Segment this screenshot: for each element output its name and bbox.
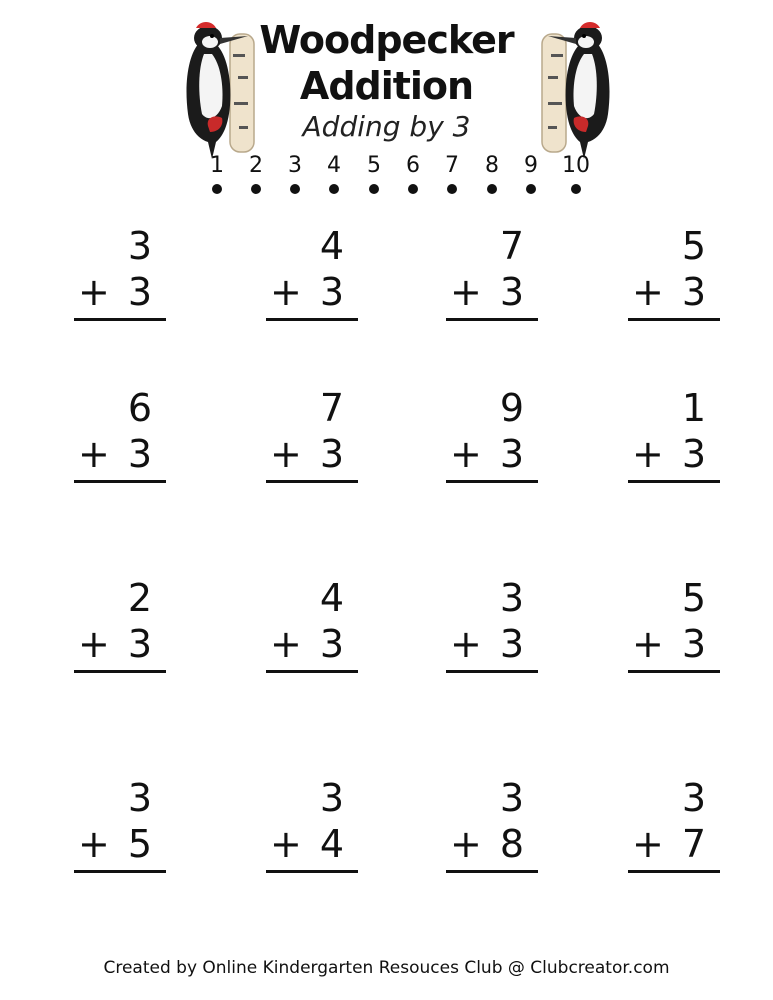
number-line-dot [447, 184, 457, 194]
augend: 3 [127, 776, 152, 820]
plus-sign: + [632, 622, 664, 666]
answer-line [266, 870, 358, 873]
addend: 3 [499, 432, 524, 476]
augend: 4 [319, 224, 344, 268]
addition-problem [74, 224, 174, 324]
addend: 3 [127, 270, 152, 314]
addition-problem [446, 224, 546, 324]
addition-problem [628, 776, 728, 876]
answer-line [628, 670, 720, 673]
answer-line [628, 870, 720, 873]
number-line-label: 7 [445, 153, 459, 178]
augend: 3 [319, 776, 344, 820]
addend: 5 [127, 822, 152, 866]
addition-problem [74, 576, 174, 676]
number-line-item [393, 152, 433, 194]
augend: 2 [127, 576, 152, 620]
addend: 3 [319, 270, 344, 314]
plus-sign: + [632, 270, 664, 314]
number-line-dot [329, 184, 339, 194]
page-subtitle: Adding by 3 [302, 110, 471, 143]
number-line-label: 8 [485, 153, 499, 178]
answer-line [446, 318, 538, 321]
plus-sign: + [270, 432, 302, 476]
addend: 3 [681, 622, 706, 666]
page-title-line2: Addition [299, 64, 474, 108]
augend: 3 [499, 576, 524, 620]
number-line-item [354, 152, 394, 194]
addition-problem [446, 386, 546, 486]
answer-line [74, 870, 166, 873]
plus-sign: + [450, 432, 482, 476]
augend: 9 [499, 386, 524, 430]
plus-sign: + [450, 622, 482, 666]
answer-line [74, 318, 166, 321]
footer-credit: Created by Online Kindergarten Resouces Club @ Clubcreator.com [103, 958, 670, 978]
answer-line [628, 480, 720, 483]
answer-line [446, 480, 538, 483]
addend: 3 [681, 432, 706, 476]
addition-problem [628, 224, 728, 324]
augend: 7 [319, 386, 344, 430]
answer-line [446, 670, 538, 673]
number-line [0, 152, 773, 202]
addition-problem [628, 386, 728, 486]
number-line-dot [369, 184, 379, 194]
addition-problem [266, 576, 366, 676]
addition-problem [446, 776, 546, 876]
answer-line [446, 870, 538, 873]
answer-line [628, 318, 720, 321]
number-line-dot [526, 184, 536, 194]
addend: 3 [499, 622, 524, 666]
number-line-label: 2 [249, 153, 263, 178]
addend: 3 [681, 270, 706, 314]
number-line-label: 3 [288, 153, 302, 178]
augend: 5 [681, 224, 706, 268]
augend: 3 [681, 776, 706, 820]
augend: 6 [127, 386, 152, 430]
number-line-item [236, 152, 276, 194]
number-line-dot [212, 184, 222, 194]
number-line-label: 1 [210, 153, 224, 178]
addition-problem [446, 576, 546, 676]
addend: 3 [127, 432, 152, 476]
augend: 3 [127, 224, 152, 268]
answer-line [266, 318, 358, 321]
addition-problem [266, 224, 366, 324]
number-line-dot [290, 184, 300, 194]
plus-sign: + [78, 622, 110, 666]
plus-sign: + [78, 822, 110, 866]
addend: 4 [319, 822, 344, 866]
number-line-label: 5 [367, 153, 381, 178]
number-line-item [314, 152, 354, 194]
number-line-label: 10 [562, 153, 590, 178]
number-line-dot [251, 184, 261, 194]
answer-line [74, 670, 166, 673]
addition-problem [628, 576, 728, 676]
number-line-dot [571, 184, 581, 194]
addition-problem [266, 386, 366, 486]
plus-sign: + [450, 270, 482, 314]
addend: 8 [499, 822, 524, 866]
addend: 3 [319, 622, 344, 666]
number-line-item [511, 152, 551, 194]
augend: 7 [499, 224, 524, 268]
number-line-item [432, 152, 472, 194]
number-line-item [197, 152, 237, 194]
number-line-dot [487, 184, 497, 194]
number-line-label: 9 [524, 153, 538, 178]
addition-problem [74, 776, 174, 876]
plus-sign: + [78, 432, 110, 476]
plus-sign: + [270, 270, 302, 314]
augend: 4 [319, 576, 344, 620]
augend: 3 [499, 776, 524, 820]
augend: 1 [681, 386, 706, 430]
plus-sign: + [78, 270, 110, 314]
number-line-item [472, 152, 512, 194]
number-line-label: 4 [327, 153, 341, 178]
number-line-label: 6 [406, 153, 420, 178]
answer-line [266, 670, 358, 673]
answer-line [266, 480, 358, 483]
page-title: Woodpecker [259, 18, 514, 62]
addend: 7 [681, 822, 706, 866]
number-line-item [275, 152, 315, 194]
addend: 3 [127, 622, 152, 666]
addend: 3 [499, 270, 524, 314]
number-line-dot [408, 184, 418, 194]
addition-problem [74, 386, 174, 486]
plus-sign: + [632, 432, 664, 476]
number-line-item [556, 152, 596, 194]
plus-sign: + [270, 622, 302, 666]
plus-sign: + [270, 822, 302, 866]
augend: 5 [681, 576, 706, 620]
plus-sign: + [450, 822, 482, 866]
answer-line [74, 480, 166, 483]
plus-sign: + [632, 822, 664, 866]
addition-problem [266, 776, 366, 876]
addend: 3 [319, 432, 344, 476]
